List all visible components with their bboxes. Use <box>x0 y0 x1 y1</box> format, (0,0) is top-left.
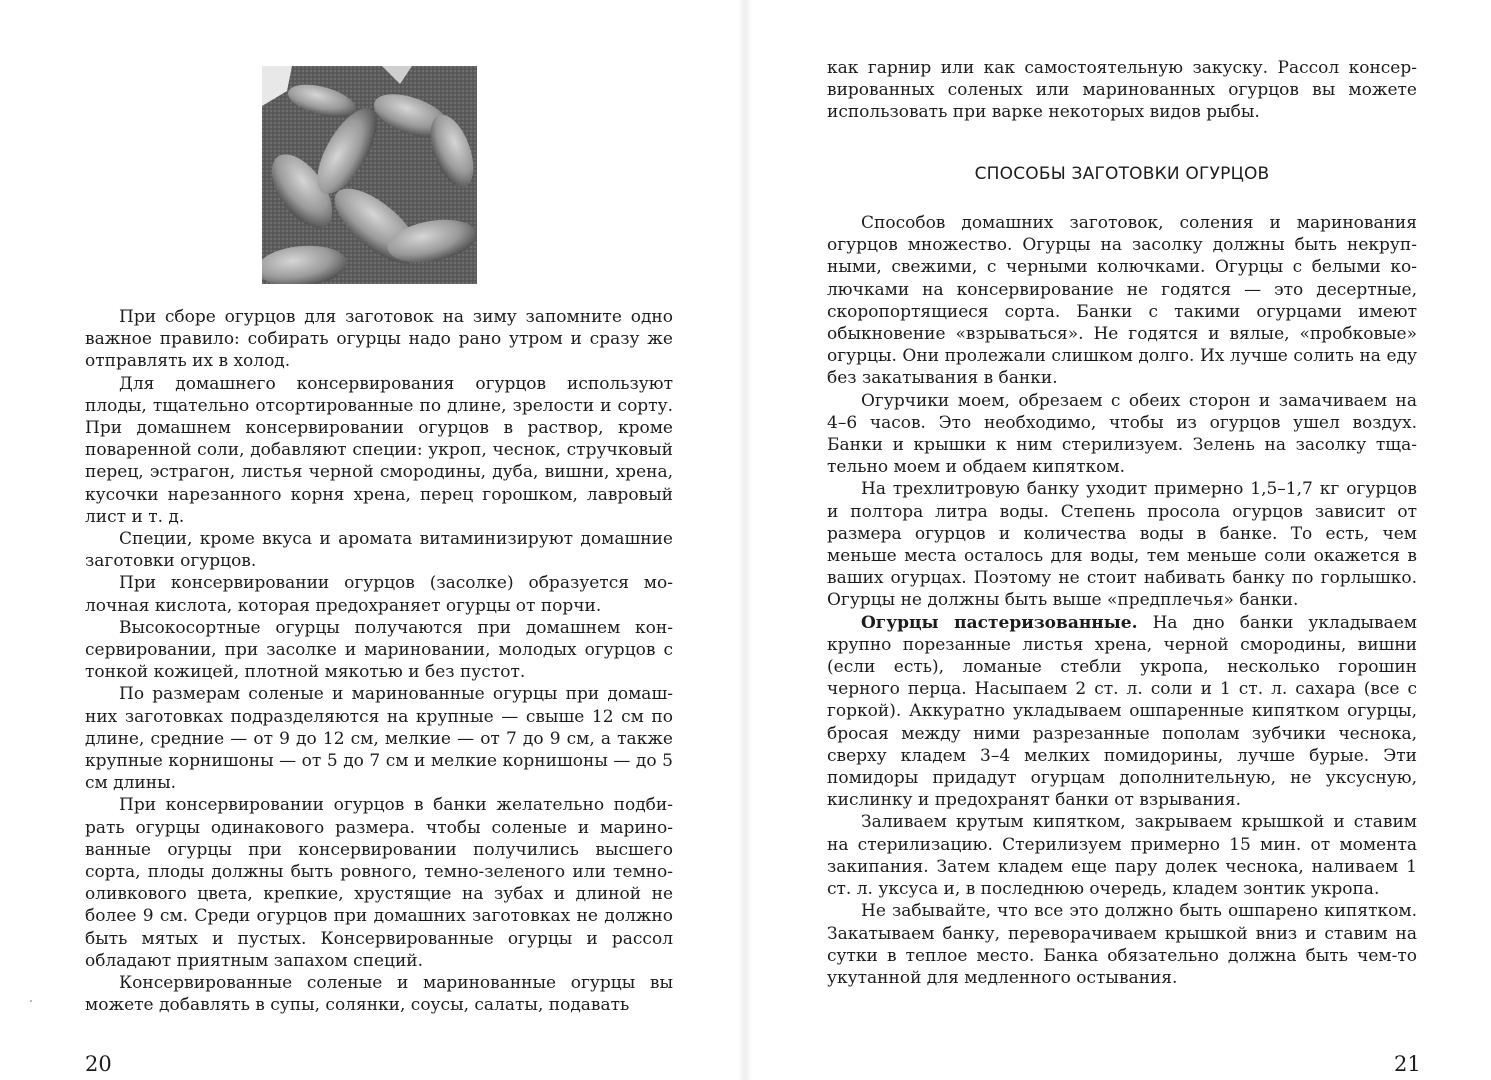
paragraph: Для домашнего консервирования огурцов используют плоды, тщательно отсортированные по длине, зрелости и сорту. При домашнем консервировании огурцов в раствор, кроме поваренной соли, добавляют специи: укроп, чеснок, стручковый перец, эстрагон, листья черной смородины, дуба, вишни, хрена, кусочки нарезанного корня хрена, перец горошком, лавровый лист и т. д. <box>85 373 673 527</box>
recipe-title: Огурцы пастеризованные. <box>861 612 1138 633</box>
cucumbers-photo-icon <box>262 66 477 284</box>
paragraph: Консервированные соленые и маринованные огурцы вы можете добавлять в супы, солянки, соусы, салаты, подавать <box>85 973 673 1016</box>
paragraph: При консервировании огурцов в банки желательно подбирать огурцы одинакового размера. чтобы соленые и маринованные огурцы при консервировании получились высшего сорта, плоды должны быть ровного, темно-зеленого или темно-оливкового цвета, крепкие, хрустящие на зубах и длиной не более 9 см. Среди огурцов при домашних заготовках не должно быть мятых и пустых. Консервированные огурцы и рассол обладают приятным запахом специй. <box>85 795 673 971</box>
paragraph: Специи, кроме вкуса и аромата витаминизируют домашние заготовки огурцов. <box>85 529 673 572</box>
paragraph: Заливаем крутым кипятком, закрываем крышкой и ставим на стерилизацию. Стерилизуем примерно 15 мин. от момента закипания. Затем кладем еще пару долек чеснока, наливаем 1 ст. л. уксуса и, в последнюю очередь, кладем зонтик укропа. <box>827 812 1417 900</box>
paragraph: Высокосортные огурцы получаются при домашнем консервировании, при засолке и мариновании, молодых огурцов с тонкой кожицей, плотной мякотью и без пустот. <box>85 617 673 683</box>
paragraph: Способов домашних заготовок, соления и маринования огурцов множество. Огурцы на засолку должны быть некрупными, свежими, с черными колючками. Огурцы с белыми колючками на консервирование не годятся — это десертные, скоропортящиеся сорта. Банки с такими огурцами имеют обыкновение «взрываться». Не годятся и вялые, «пробковые» огурцы. Они пролежали слишком долго. Их лучше солить на еду без закатывания в банки. <box>827 213 1417 389</box>
scan-speck <box>30 1000 32 1002</box>
page-number-right: 21 <box>1394 1052 1421 1076</box>
paragraph-pasteurized <box>827 612 1417 812</box>
paragraph: По размерам соленые и маринованные огурцы при домашних заготовках подразделяются на крупные — свыше 12 см по длине, средние — от 9 до 12 см, мелкие — от 7 до 9 см, а также крупные корнишоны — от 5 до 7 см и мелкие корнишоны — до 5 см длины. <box>85 684 673 794</box>
recipe-text: На дно банки укладываем крупно порезанные листья хрена, черной смородины, вишни (если есть), ломаные стебли укропа, несколько горошин черного перца. Насыпаем 2 ст. л. соли и 1 ст. л. сахара (все с горкой). Аккуратно укладываем ошпаренные кипятком огурцы, бросая между ними разрезанные пополам зубчики чеснока, сверху кладем 3–4 мелких помидорины, лучше бурые. Эти помидоры придадут огурцам дополнительную, не уксусную, кислинку и предохранят банки от взрывания. <box>827 612 1417 811</box>
paragraph: При сборе огурцов для заготовок на зиму запомните одно важное правило: собирать огурцы надо рано утром и сразу же отправлять их в холод. <box>85 307 673 372</box>
left-page-text <box>85 306 673 1017</box>
paragraph: Не забывайте, что все это должно быть ошпарено кипятком. Закатываем банку, переворачиваем крышкой вниз и ставим на сутки в теплое место. Банка обязательно должна быть чем-то укутанной для медленного остывания. <box>827 901 1417 988</box>
section-heading: СПОСОБЫ ЗАГОТОВКИ ОГУРЦОВ <box>974 164 1270 184</box>
page-number-left: 20 <box>85 1052 112 1076</box>
paragraph: как гарнир или как самостоятельную закуску. Рассол консервированных соленых или маринованных огурцов вы можете использовать при варке некоторых видов рыбы. <box>827 58 1417 123</box>
cucumbers-photo <box>262 66 477 284</box>
right-page-continuation <box>827 57 1417 124</box>
paragraph: На трехлитровую банку уходит примерно 1,5–1,7 кг огурцов и полтора литра воды. Степень просола огурцов зависит от размера огурцов и количества воды в банке. То есть, чем меньше места осталось для воды, тем меньше соли окажется в ваших огурцах. Поэтому не стоит набивать банку по горлышко. Огурцы не должны быть выше «предплечья» банки. <box>827 479 1417 611</box>
right-page-text <box>827 212 1417 989</box>
paragraph: При консервировании огурцов (засолке) образуется молочная кислота, которая предохраняет огурцы от порчи. <box>85 573 673 616</box>
paragraph: Огурчики моем, обрезаем с обеих сторон и замачиваем на 4–6 часов. Это необходимо, чтобы из огурцов ушел воздух. Банки и крышки к ним стерилизуем. Зелень на засолку тщательно моем и обдаем кипятком. <box>827 390 1417 478</box>
